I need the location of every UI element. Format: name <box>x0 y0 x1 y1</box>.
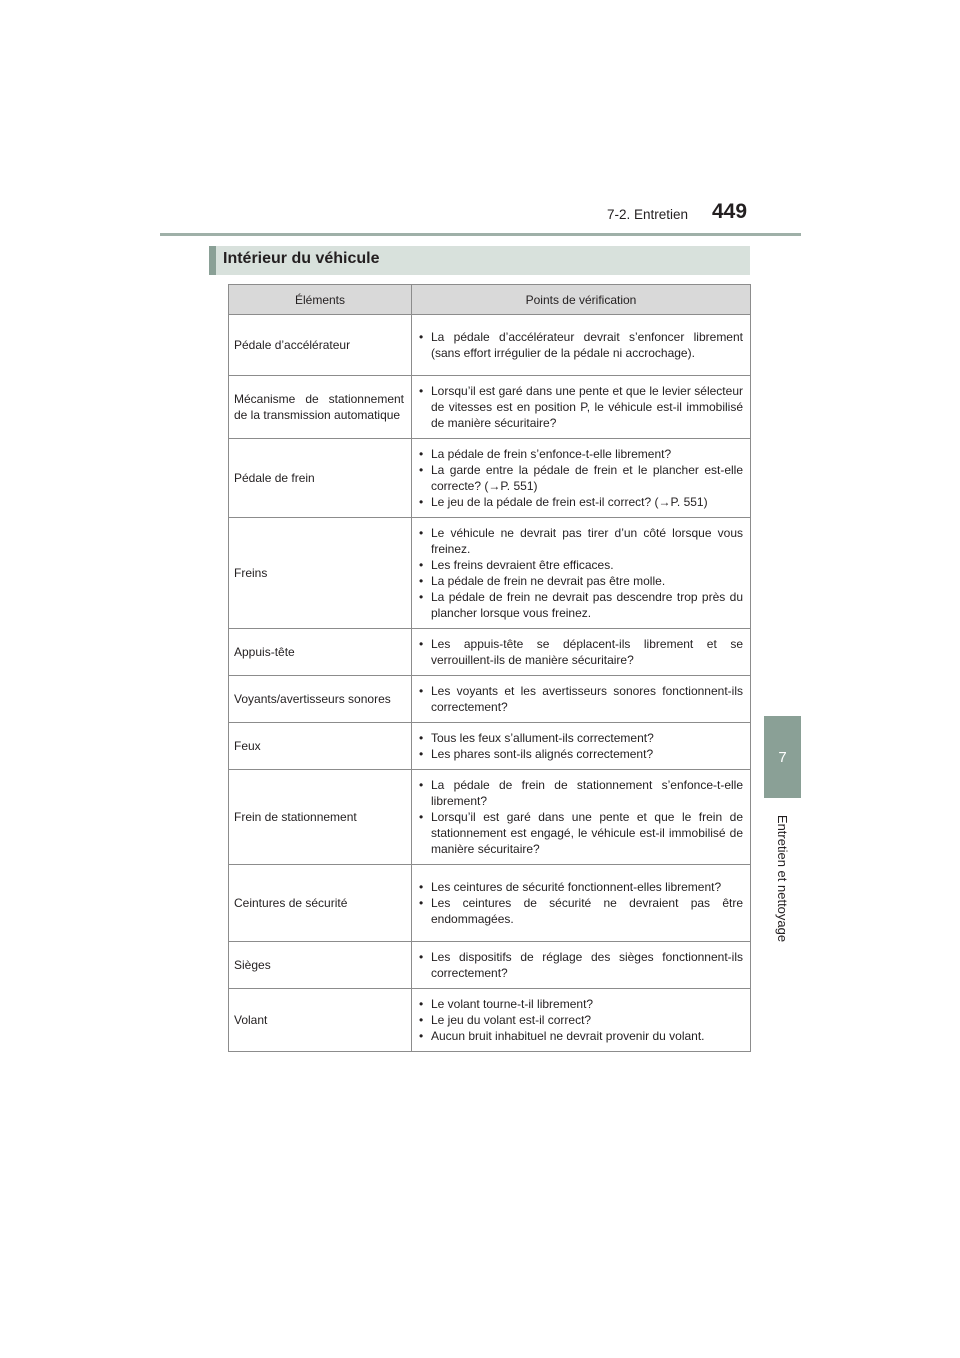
checks-list <box>417 996 743 1044</box>
checks-list <box>417 525 743 621</box>
table-body <box>229 315 751 1052</box>
page-number: 449 <box>712 200 748 223</box>
checks-cell <box>412 989 751 1052</box>
item-cell: Ceintures de sécurité <box>229 865 412 942</box>
checks-cell <box>412 723 751 770</box>
table-row <box>229 439 751 518</box>
checks-list <box>417 879 743 927</box>
check-item: • Lorsqu’il est garé dans une pente et que le levier sélecteur de vitesses est en position P, le véhicule est-il immobilisé de manière sécuritaire? <box>417 383 743 431</box>
header-rule <box>160 233 801 236</box>
item-cell: Frein de stationnement <box>229 770 412 865</box>
check-item: • Les appuis-tête se déplacent-ils librement et se verrouillent-ils de manière sécuritaire? <box>417 636 743 668</box>
checks-cell <box>412 439 751 518</box>
item-cell: Volant <box>229 989 412 1052</box>
checks-cell <box>412 518 751 629</box>
item-cell: Freins <box>229 518 412 629</box>
check-item: • La pédale de frein ne devrait pas être molle. <box>417 573 743 589</box>
checks-list <box>417 329 743 361</box>
table-row <box>229 865 751 942</box>
check-item: • La pédale d’accélérateur devrait s’enfoncer librement (sans effort irrégulier de la pédale ni accrochage). <box>417 329 743 361</box>
check-item: • Les ceintures de sécurité fonctionnent-elles librement? <box>417 879 743 895</box>
table-row <box>229 770 751 865</box>
check-item: • La pédale de frein ne devrait pas descendre trop près du plancher lorsque vous freinez. <box>417 589 743 621</box>
item-cell: Pédale de frein <box>229 439 412 518</box>
table-row <box>229 723 751 770</box>
item-cell: Appuis-tête <box>229 629 412 676</box>
check-item: • Les ceintures de sécurité ne devraient pas être endommagées. <box>417 895 743 927</box>
checks-cell <box>412 770 751 865</box>
check-item: • Le véhicule ne devrait pas tirer d’un côté lorsque vous freinez. <box>417 525 743 557</box>
check-item: • Les phares sont-ils alignés correctement? <box>417 746 743 762</box>
check-item: • Le volant tourne-t-il librement? <box>417 996 743 1012</box>
check-item: • La garde entre la pédale de frein et le plancher est-elle correcte? (→P. 551) <box>417 462 743 494</box>
chapter-number: 7 <box>778 748 787 766</box>
check-item: • Les freins devraient être efficaces. <box>417 557 743 573</box>
checks-list <box>417 446 743 510</box>
checks-list <box>417 683 743 715</box>
table-row <box>229 376 751 439</box>
chapter-title-text: Entretien et nettoyage <box>775 814 791 942</box>
table-row <box>229 676 751 723</box>
checks-list <box>417 777 743 857</box>
checks-cell <box>412 315 751 376</box>
check-item: • La pédale de frein s’enfonce-t-elle librement? <box>417 446 743 462</box>
check-item: • Le jeu du volant est-il correct? <box>417 1012 743 1028</box>
check-item: • Le jeu de la pédale de frein est-il correct? (→P. 551) <box>417 494 743 510</box>
table-row <box>229 989 751 1052</box>
checks-list <box>417 636 743 668</box>
check-item: • Lorsqu’il est garé dans une pente et que le frein de stationnement est engagé, le véhicule est-il immobilisé de manière sécuritaire? <box>417 809 743 857</box>
table-header-row <box>229 285 751 315</box>
section-title: Intérieur du véhicule <box>223 250 380 267</box>
item-cell: Sièges <box>229 942 412 989</box>
column-header-items: Éléments <box>229 285 412 315</box>
table-row <box>229 942 751 989</box>
section-heading-box <box>209 246 750 275</box>
chapter-title-vertical <box>764 808 801 948</box>
check-item: • La pédale de frein de stationnement s’enfonce-t-elle librement? <box>417 777 743 809</box>
column-header-checks: Points de vérification <box>412 285 751 315</box>
check-item: • Les voyants et les avertisseurs sonores fonctionnent-ils correctement? <box>417 683 743 715</box>
table-row <box>229 518 751 629</box>
check-item: • Tous les feux s’allument-ils correctement? <box>417 730 743 746</box>
chapter-tab <box>764 716 801 798</box>
check-item: • Les dispositifs de réglage des sièges fonctionnent-ils correctement? <box>417 949 743 981</box>
item-cell: Voyants/avertisseurs sonores <box>229 676 412 723</box>
checks-cell <box>412 865 751 942</box>
inspection-table <box>228 284 751 1052</box>
checks-list <box>417 949 743 981</box>
checks-cell <box>412 376 751 439</box>
item-cell: Mécanisme de stationnement de la transmission automatique <box>229 376 412 439</box>
section-heading-accent <box>209 246 216 275</box>
table-row <box>229 629 751 676</box>
item-cell: Pédale d’accélérateur <box>229 315 412 376</box>
checks-cell <box>412 629 751 676</box>
check-item: • Aucun bruit inhabituel ne devrait provenir du volant. <box>417 1028 743 1044</box>
table-row <box>229 315 751 376</box>
checks-cell <box>412 942 751 989</box>
checks-cell <box>412 676 751 723</box>
checks-list <box>417 730 743 762</box>
checks-list <box>417 383 743 431</box>
item-cell: Feux <box>229 723 412 770</box>
running-header-section: 7-2. Entretien <box>606 207 688 222</box>
